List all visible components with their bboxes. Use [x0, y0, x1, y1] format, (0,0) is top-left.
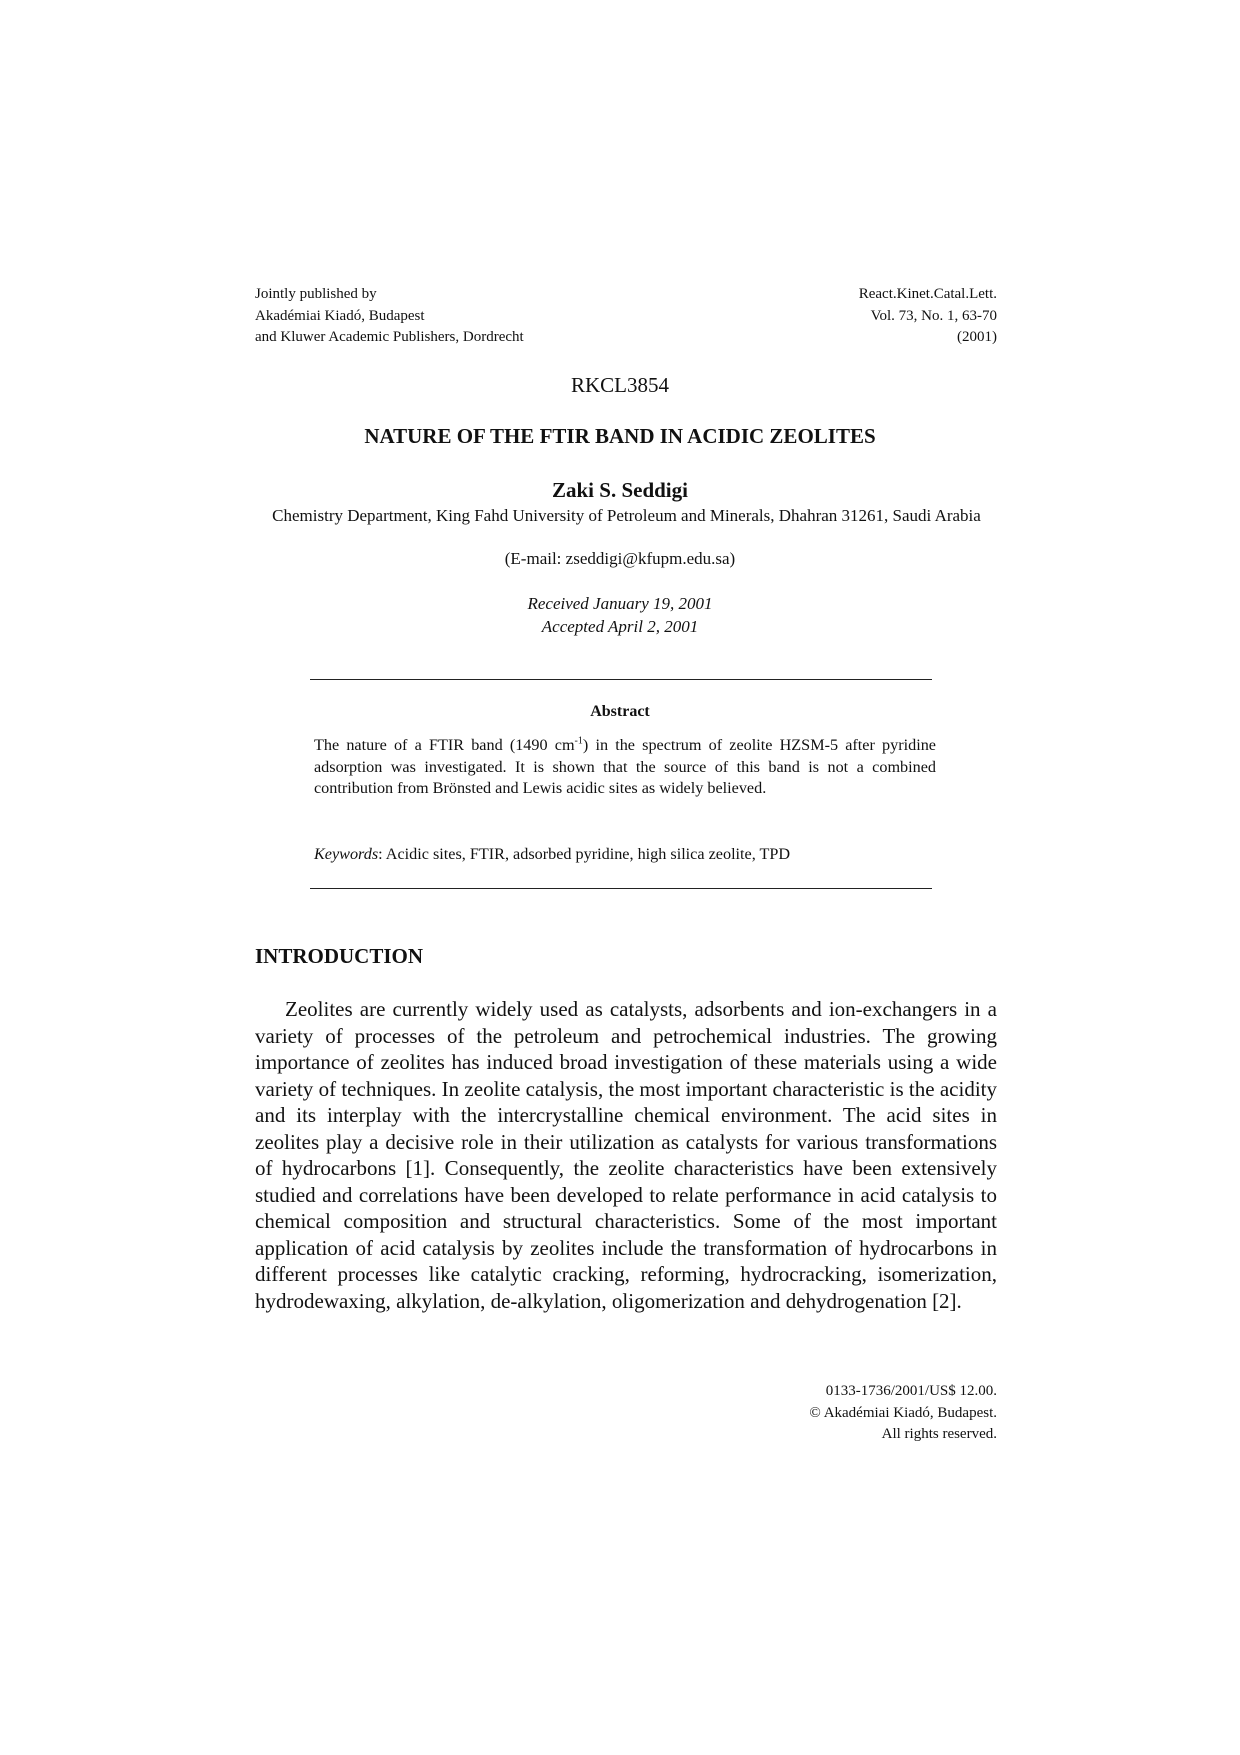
- journal-volume: Vol. 73, No. 1, 63-70: [870, 307, 997, 324]
- copyright-line: All rights reserved.: [881, 1426, 997, 1442]
- keywords-label: Keywords: [314, 845, 379, 863]
- keywords: [314, 845, 936, 864]
- received-date: Received January 19, 2001: [527, 594, 713, 613]
- introduction-paragraph: Zeolites are currently widely used as catalysts, adsorbents and ion-exchangers in a variety of processes of the petroleum and petrochemical industries. The growing importance of zeolites has induced broad investigation of these materials using a wide variety of techniques. In zeolite catalysis, the most important characteristic is the acidity and its interplay with the intercrystalline chemical environment. The acid sites in zeolites play a decisive role in their utilization as catalysts for various transformations of hydrocarbons [1]. Consequently, the zeolite characteristics have been extensively studied and correlations have been developed to relate performance in acid catalysis to chemical composition and structural characteristics. Some of the most important application of acid catalysis by zeolites include the transformation of hydrocarbons in different processes like catalytic cracking, reforming, hydrocracking, isomerization, hydrodewaxing, alkylation, de-alkylation, oligomerization and dehydrogenation [2].: [255, 997, 997, 1313]
- section-heading-introduction: INTRODUCTION: [255, 944, 424, 968]
- author-email: (E-mail: zseddigi@kfupm.edu.sa): [504, 549, 736, 568]
- abstract-top-rule: [310, 679, 932, 680]
- abstract-text-end: ) in the spectrum of zeolite HZSM-5 after pyridine adsorption was investigated. It is shown that the source of this band is not a combined contribution from Brönsted and Lewis acidic sites as widely believed.: [314, 736, 936, 797]
- unit-superscript: -1: [574, 735, 583, 747]
- copyright-line: 0133-1736/2001/US$ 12.00.: [825, 1383, 997, 1399]
- copyright-line: © Akadémiai Kiadó, Budapest.: [809, 1404, 997, 1421]
- accepted-date: Accepted April 2, 2001: [541, 617, 699, 636]
- abstract-text: [314, 735, 936, 800]
- journal-name: React.Kinet.Catal.Lett.: [858, 286, 997, 302]
- abstract-heading: Abstract: [590, 703, 650, 720]
- publisher-info: [255, 284, 524, 349]
- copyright-notice: [809, 1381, 997, 1446]
- abstract-text-start: The nature of a FTIR band (1490 cm: [314, 736, 575, 754]
- keywords-list: : Acidic sites, FTIR, adsorbed pyridine, high silica zeolite, TPD: [378, 845, 791, 863]
- publisher-line: Jointly published by: [255, 286, 377, 302]
- journal-info: [859, 284, 997, 349]
- abstract-bottom-rule: [310, 888, 932, 889]
- paper-code: RKCL3854: [570, 373, 669, 397]
- author-name: Zaki S. Seddigi: [552, 478, 688, 502]
- paper-title: NATURE OF THE FTIR BAND IN ACIDIC ZEOLITES: [364, 424, 876, 448]
- publisher-line: Akadémiai Kiadó, Budapest: [255, 307, 425, 324]
- author-affiliation: Chemistry Department, King Fahd University of Petroleum and Minerals, Dhahran 31261, Saudi Arabia: [272, 506, 981, 525]
- journal-year: (2001): [957, 329, 997, 345]
- publisher-line: and Kluwer Academic Publishers, Dordrecht: [255, 329, 524, 345]
- submission-dates: [0, 592, 1240, 638]
